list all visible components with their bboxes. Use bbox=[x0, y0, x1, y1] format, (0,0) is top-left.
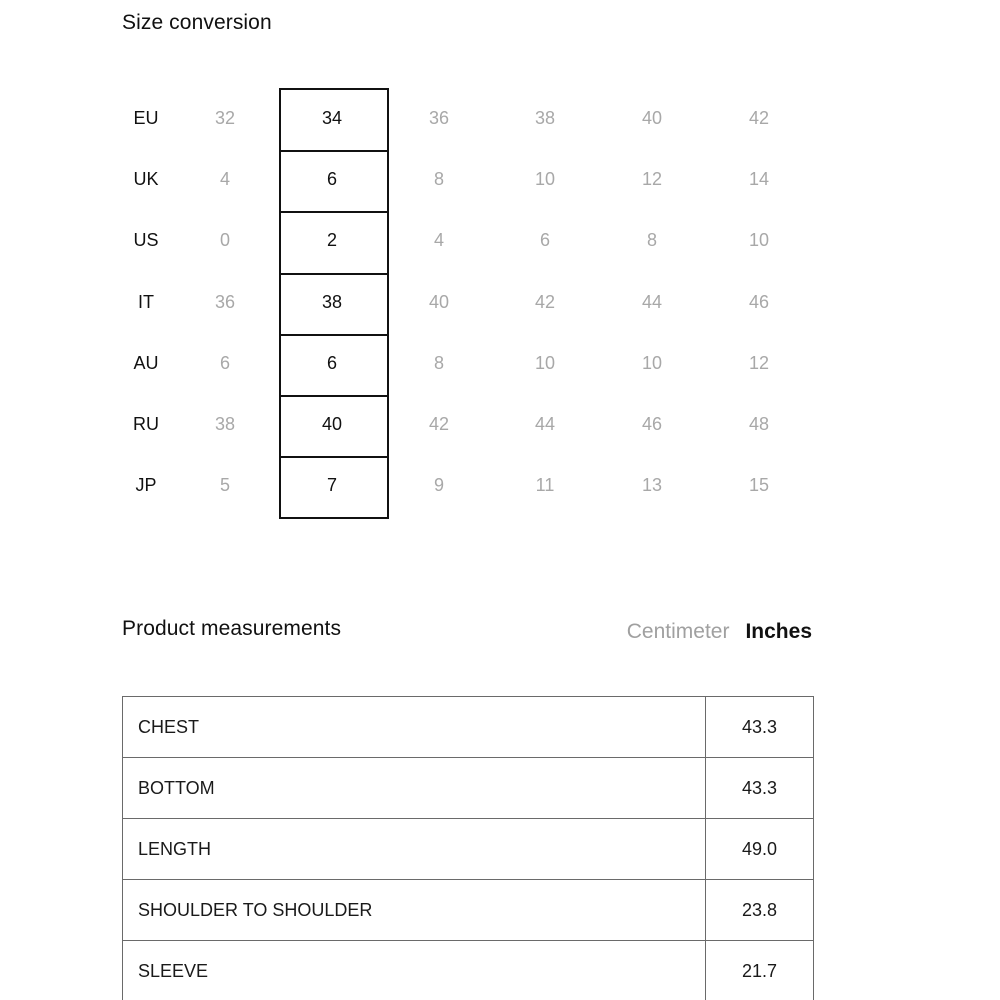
size-cell[interactable]: 6 bbox=[326, 169, 337, 190]
measurement-label: SHOULDER TO SHOULDER bbox=[123, 880, 706, 941]
size-region-label: AU bbox=[133, 352, 159, 373]
size-cell[interactable]: 38 bbox=[214, 413, 236, 434]
size-cell[interactable]: 38 bbox=[534, 108, 556, 128]
measurement-label: SLEEVE bbox=[123, 941, 706, 1000]
size-cell[interactable]: 10 bbox=[748, 230, 770, 251]
size-cell[interactable]: 12 bbox=[641, 169, 663, 190]
size-cell[interactable]: 42 bbox=[428, 413, 450, 434]
measurements-table bbox=[122, 696, 814, 1000]
size-region-label: US bbox=[133, 230, 159, 251]
size-cell[interactable]: 11 bbox=[535, 475, 555, 496]
size-cell[interactable]: 15 bbox=[748, 475, 770, 496]
size-cell[interactable]: 8 bbox=[646, 230, 657, 251]
size-cell[interactable]: 42 bbox=[534, 291, 556, 312]
size-region-label: UK bbox=[133, 169, 159, 190]
size-cell[interactable]: 40 bbox=[428, 291, 450, 312]
measurement-value: 49.0 bbox=[706, 819, 814, 880]
size-row-jp bbox=[0, 455, 1000, 516]
size-cell[interactable]: 36 bbox=[428, 108, 450, 128]
centimeter-toggle[interactable]: Centimeter bbox=[626, 620, 730, 643]
size-cell[interactable]: 34 bbox=[321, 108, 343, 128]
size-cell[interactable]: 6 bbox=[326, 352, 337, 373]
size-row-us bbox=[0, 210, 1000, 271]
size-cell[interactable]: 44 bbox=[641, 291, 663, 312]
size-cell[interactable]: 46 bbox=[641, 413, 663, 434]
measurement-value: 23.8 bbox=[706, 880, 814, 941]
size-cell[interactable]: 8 bbox=[433, 169, 444, 190]
size-cell[interactable]: 2 bbox=[326, 230, 337, 251]
size-cell[interactable]: 7 bbox=[326, 475, 337, 496]
size-cell[interactable]: 10 bbox=[641, 352, 663, 373]
size-conversion-title: Size conversion bbox=[122, 11, 272, 34]
size-cell[interactable]: 14 bbox=[748, 169, 770, 190]
measurement-value: 43.3 bbox=[706, 758, 814, 819]
measurement-value: 21.7 bbox=[706, 941, 814, 1000]
size-cell[interactable]: 12 bbox=[748, 352, 770, 373]
size-cell[interactable]: 13 bbox=[641, 475, 663, 496]
size-region-label: IT bbox=[138, 291, 154, 312]
size-cell[interactable]: 48 bbox=[748, 413, 770, 434]
unit-toggle bbox=[627, 620, 812, 644]
size-cell[interactable]: 5 bbox=[219, 475, 230, 496]
measurement-row bbox=[123, 819, 814, 880]
product-measurements-title: Product measurements bbox=[122, 617, 342, 640]
size-cell[interactable]: 36 bbox=[214, 291, 236, 312]
size-row-au bbox=[0, 333, 1000, 394]
inches-toggle[interactable]: Inches bbox=[745, 620, 812, 643]
size-cell[interactable]: 10 bbox=[534, 169, 556, 190]
size-cell[interactable]: 10 bbox=[534, 352, 556, 373]
measurement-row bbox=[123, 880, 814, 941]
size-cell[interactable]: 8 bbox=[433, 352, 444, 373]
size-region-label: JP bbox=[135, 475, 157, 496]
measurement-row bbox=[123, 941, 814, 1000]
size-region-label: EU bbox=[133, 108, 159, 128]
measurement-label: BOTTOM bbox=[123, 758, 706, 819]
measurement-value: 43.3 bbox=[706, 697, 814, 758]
size-cell[interactable]: 9 bbox=[433, 475, 444, 496]
measurement-label: CHEST bbox=[123, 697, 706, 758]
size-cell[interactable]: 6 bbox=[539, 230, 550, 251]
size-cell[interactable]: 6 bbox=[219, 352, 230, 373]
size-cell[interactable]: 4 bbox=[219, 169, 230, 190]
size-region-label: RU bbox=[133, 413, 159, 434]
size-cell[interactable]: 0 bbox=[219, 230, 230, 251]
size-row-it bbox=[0, 272, 1000, 333]
size-cell[interactable]: 46 bbox=[748, 291, 770, 312]
size-conversion-grid bbox=[0, 88, 1000, 516]
measurement-label: LENGTH bbox=[123, 819, 706, 880]
size-cell[interactable]: 40 bbox=[321, 413, 343, 434]
size-cell[interactable]: 44 bbox=[534, 413, 556, 434]
measurement-row bbox=[123, 758, 814, 819]
size-row-ru bbox=[0, 394, 1000, 455]
size-cell[interactable]: 32 bbox=[214, 108, 236, 128]
size-cell[interactable]: 42 bbox=[748, 108, 770, 128]
size-cell[interactable]: 38 bbox=[321, 291, 343, 312]
size-row-uk bbox=[0, 149, 1000, 210]
measurement-row bbox=[123, 697, 814, 758]
size-cell[interactable]: 40 bbox=[641, 108, 663, 128]
size-row-eu bbox=[0, 88, 1000, 149]
size-cell[interactable]: 4 bbox=[433, 230, 444, 251]
